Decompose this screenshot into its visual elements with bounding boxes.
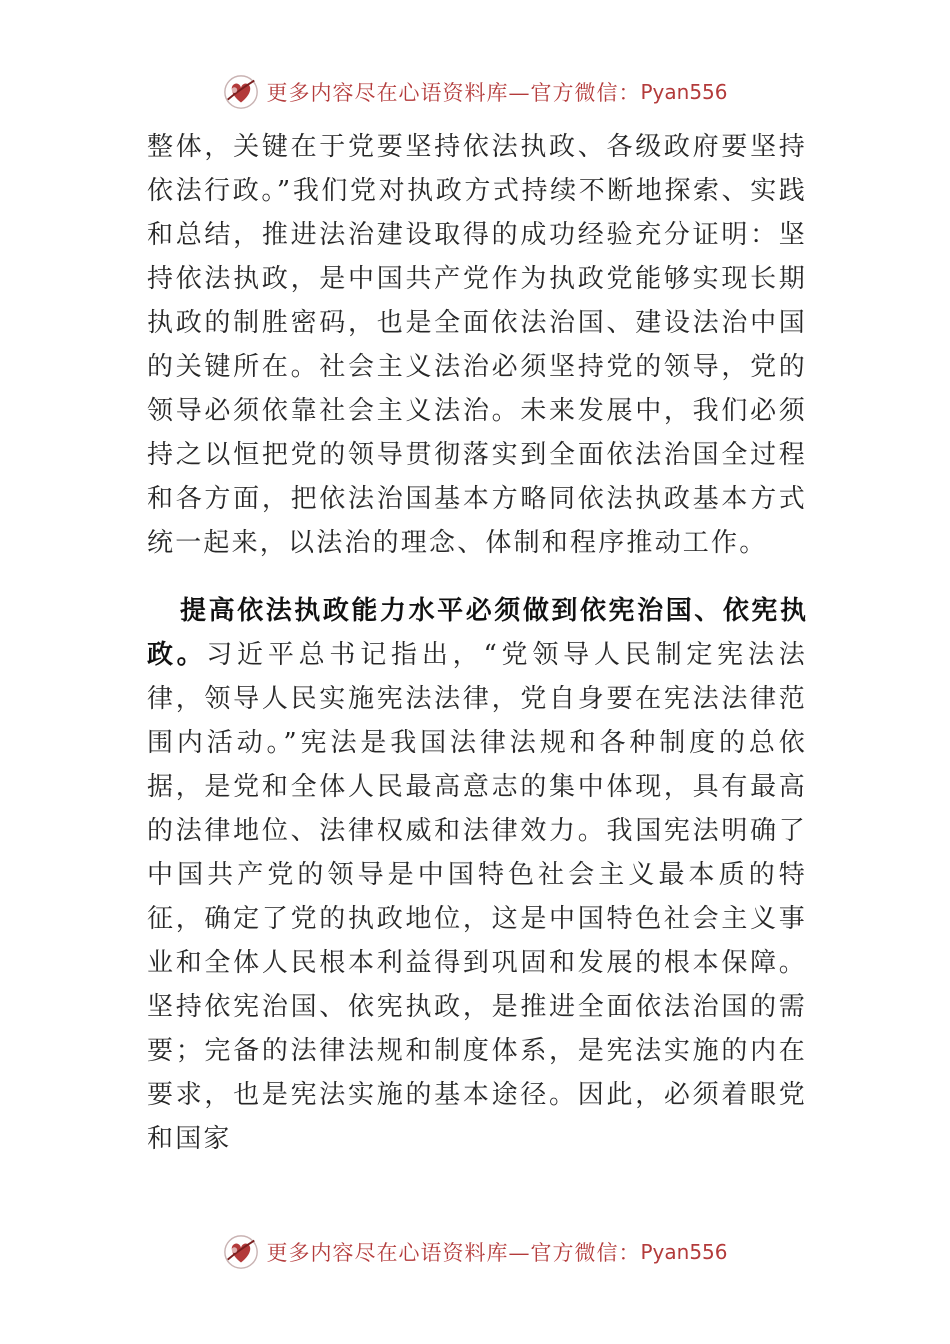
paragraph-2-body: 习近平总书记指出，“党领导人民制定宪法法律，领导人民实施宪法法律，党自身要在宪法法律范围内活动。”宪法是我国法律法规和各种制度的总依据，是党和全体人民最高意志的集中体现，具有最高的法律地位、法律权威和法律效力。我国宪法明确了中国共产党的领导是中国特色社会主义最本质的特征，确定了党的执政地位，这是中国特色社会主义事业和全体人民根本利益得到巩固和发展的根本保障。坚持依宪治国、依宪执政，是推进全面依法治国的需要；完备的法律法规和制度体系，是宪法实施的内在要求，也是宪法实施的基本途径。因此，必须着眼党和国家 — [147, 640, 807, 1154]
paragraph-1: 整体，关键在于党要坚持依法执政、各级政府要坚持依法行政。”我们党对执政方式持续不断地探索、实践和总结，推进法治建设取得的成功经验充分证明：坚持依法执政，是中国共产党作为执政党能够实现长期执政的制胜密码，也是全面依法治国、建设法治中国的关键所在。社会主义法治必须坚持党的领导，党的领导必须依靠社会主义法治。未来发展中，我们必须持之以恒把党的领导贯彻落实到全面依法治国全过程和各方面，把依法治国基本方略同依法执政基本方式统一起来，以法治的理念、体制和程序推动工作。 — [147, 132, 807, 558]
header-banner — [0, 70, 950, 114]
paragraph-2 — [147, 589, 807, 1161]
footer-banner — [0, 1230, 950, 1274]
heart-logo-icon — [222, 1233, 260, 1271]
banner-wechat-id: Pyan556 — [640, 80, 728, 104]
document-body — [147, 125, 807, 1161]
banner-text: 更多内容尽在心语资料库—官方微信： — [266, 1241, 641, 1265]
paragraph-2-heading: 提高依法执政能力水平必须做到依宪治国、依宪执政。 — [147, 596, 807, 670]
heart-logo-icon — [222, 73, 260, 111]
banner-text: 更多内容尽在心语资料库—官方微信： — [266, 81, 641, 105]
banner-wechat-id: Pyan556 — [640, 1240, 728, 1264]
